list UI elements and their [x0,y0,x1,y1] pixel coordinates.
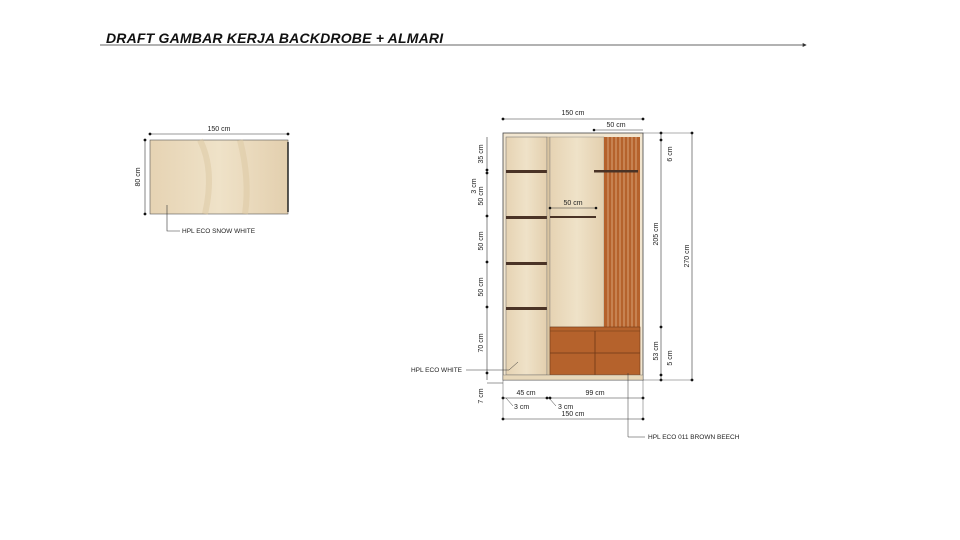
total-height-label: 270 cm [684,244,691,268]
bottom-dim-3b: 3 cm [558,404,574,411]
material-beech-label: HPL ECO 011 BROWN BEECH [648,434,740,441]
bottom-dim-99: 99 cm [585,390,605,397]
shelf-4 [506,307,547,310]
shelf-3 [506,262,547,265]
shelf-1 [506,170,547,173]
wardrobe-top-width: 150 cm [561,110,585,117]
left-dim-50a: 50 cm [478,186,485,206]
left-dim-50c: 50 cm [478,277,485,297]
backdrop-material-label: HPL ECO SNOW WHITE [182,228,256,235]
hanger-rod-left [550,216,596,218]
backdrop-drawing [135,126,289,235]
hanging-compartment [550,137,604,327]
backdrop-panel [150,140,288,214]
wardrobe-drawing [411,110,740,441]
left-dim-3: 3 cm [471,178,478,194]
left-dim-35: 35 cm [478,144,485,164]
bottom-dim-45: 45 cm [516,390,536,397]
bottom-dim-3a: 3 cm [514,404,530,411]
drawing-title: DRAFT GAMBAR KERJA BACKDROBE + ALMARI [106,30,444,46]
backdrop-height-label: 80 cm [135,167,142,187]
hanger-rod-right [594,170,638,173]
left-dim-50b: 50 cm [478,231,485,251]
bottom-dim-150: 150 cm [561,411,585,418]
slatted-panel [604,137,640,327]
wardrobe-top-inner: 50 cm [606,122,626,129]
hanger-width-label: 50 cm [563,200,583,207]
left-dim-70: 70 cm [478,333,485,353]
material-white-label: HPL ECO WHITE [410,367,462,374]
backdrop-width-label: 150 cm [207,126,231,133]
left-dim-7: 7 cm [478,388,485,404]
right-dim-5: 5 cm [667,350,674,366]
right-dim-6: 6 cm [667,146,674,162]
shelf-2 [506,216,547,219]
right-dim-205: 205 cm [653,222,660,246]
right-dim-53: 53 cm [653,341,660,361]
